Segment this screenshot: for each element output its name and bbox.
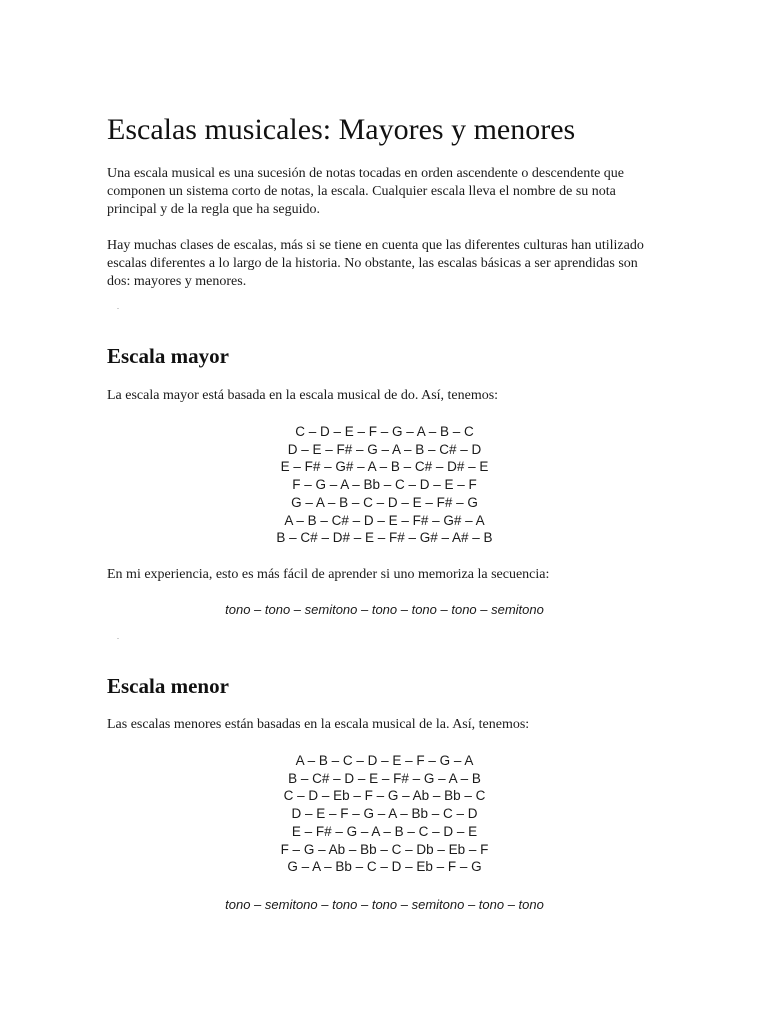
page-title: Escalas musicales: Mayores y menores: [107, 113, 576, 146]
divider-mark: [117, 638, 119, 639]
major-scale-description: La escala mayor está basada en la escala musical de do. Así, tenemos:: [107, 388, 499, 403]
major-scale-heading: Escala mayor: [107, 344, 229, 368]
major-scale-row: G – A – B – C – D – E – F# – G: [291, 494, 478, 510]
minor-scale-row: G – A – Bb – C – D – Eb – F – G: [287, 859, 482, 875]
major-scale-row: F – G – A – Bb – C – D – E – F: [292, 477, 477, 493]
minor-scale-row: E – F# – G – A – B – C – D – E: [291, 823, 478, 839]
minor-scale-heading: Escala menor: [107, 674, 229, 698]
major-scale-row: A – B – C# – D – E – F# – G# – A: [284, 512, 485, 528]
major-interval-pattern: tono – tono – semitono – tono – tono – tono – semitono: [225, 602, 544, 617]
major-scale-row: B – C# – D# – E – F# – G# – A# – B: [276, 530, 493, 546]
major-scale-row: C – D – E – F – G – A – B – C: [295, 424, 474, 439]
major-scale-row: D – E – F# – G – A – B – C# – D: [287, 441, 482, 457]
minor-scale-row: F – G – Ab – Bb – C – Db – Eb – F: [280, 841, 489, 857]
minor-scale-row: B – C# – D – E – F# – G – A – B: [288, 770, 481, 786]
minor-scales-list: [107, 752, 662, 876]
minor-scale-description: Las escalas menores están basadas en la escala musical de la. Así, tenemos:: [107, 717, 530, 732]
minor-scale-row: D – E – F – G – A – Bb – C – D: [291, 806, 478, 822]
minor-interval-pattern: tono – semitono – tono – tono – semitono – tono – tono: [225, 897, 544, 912]
major-scale-row: E – F# – G# – A – B – C# – D# – E: [280, 459, 489, 475]
minor-scale-row: C – D – Eb – F – G – Ab – Bb – C: [283, 788, 486, 804]
intro-paragraph-1: Una escala musical es una sucesión de notas tocadas en orden ascendente o descendente que componen un sistema corto de notas, la escala. Cualquier escala lleva el nombre de su nota principal y de la regla que ha seguido.: [107, 166, 625, 217]
minor-scale-row: A – B – C – D – E – F – G – A: [295, 753, 474, 768]
major-scales-list: [107, 423, 662, 547]
intro-paragraph-2: Hay muchas clases de escalas, más si se tiene en cuenta que las diferentes culturas han utilizado escalas diferentes a lo largo de la historia. No obstante, las escalas básicas a ser aprendidas son dos: mayores y menores.: [107, 238, 644, 289]
major-scale-tip: En mi experiencia, esto es más fácil de aprender si uno memoriza la secuencia:: [107, 567, 550, 582]
divider-mark: [117, 308, 119, 309]
